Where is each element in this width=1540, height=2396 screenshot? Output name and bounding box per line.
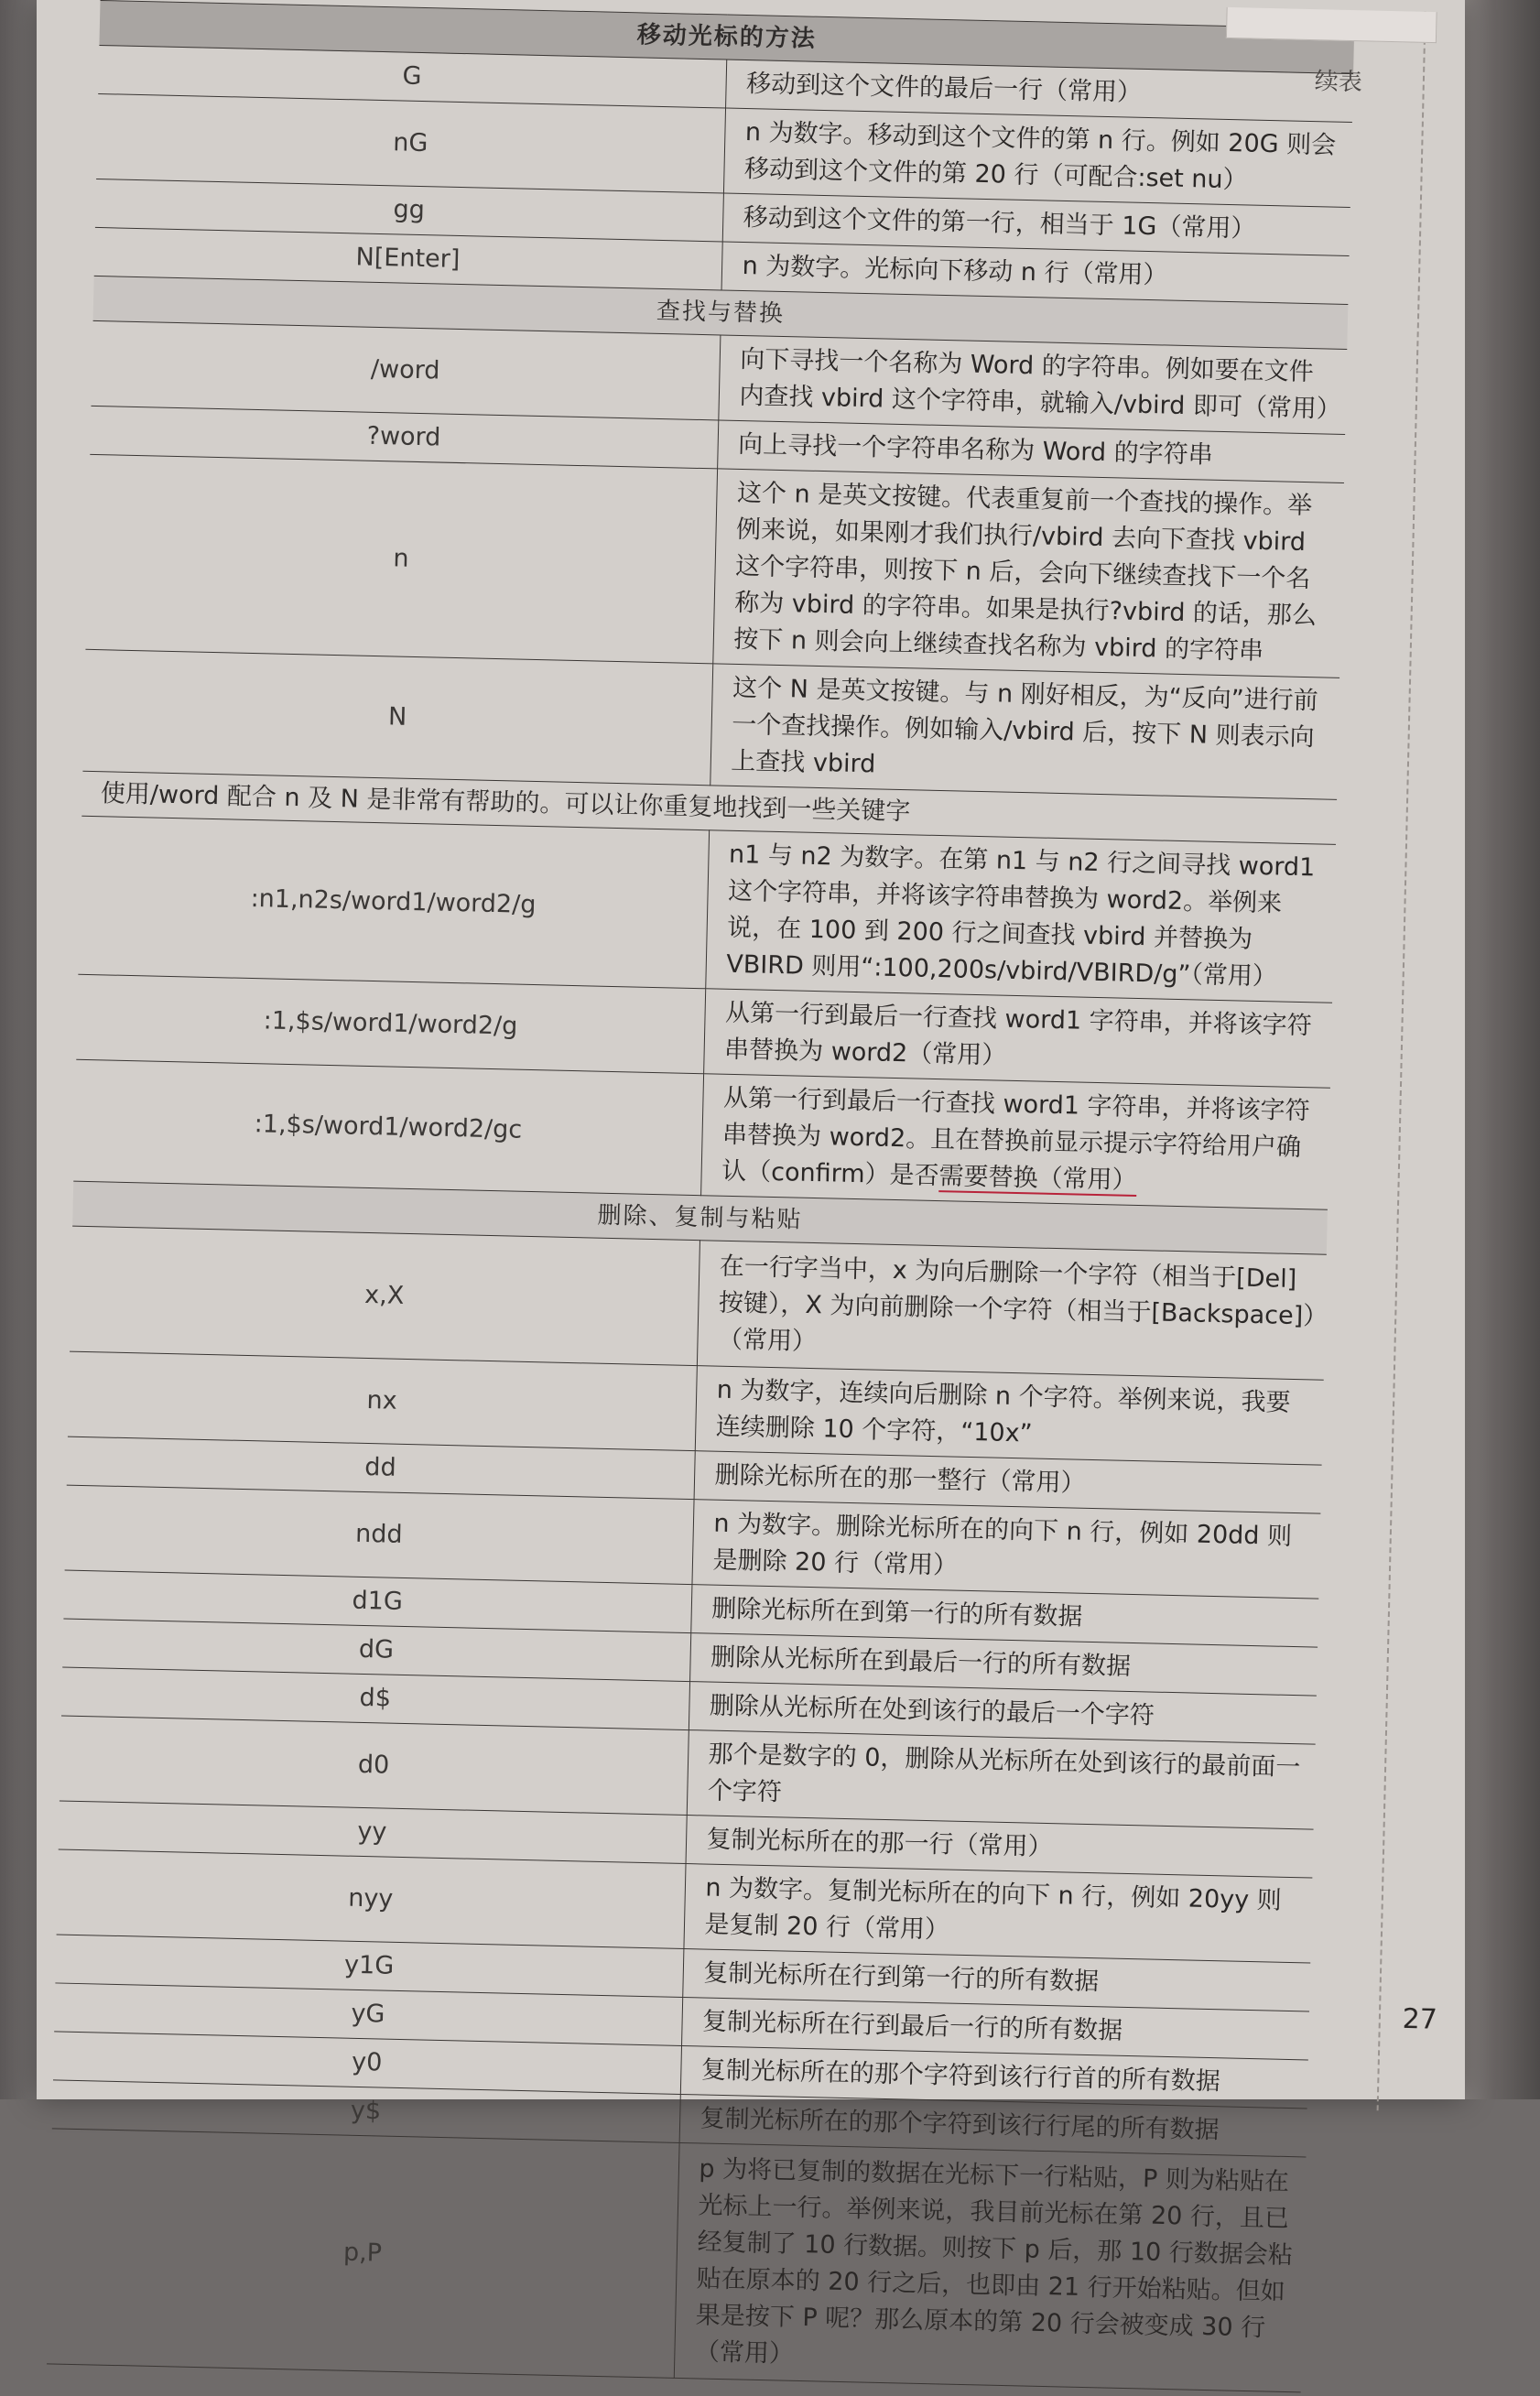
description-cell: 在一行字当中，x 为向后删除一个字符（相当于[Del]按键），X 为向前删除一个字符（相当于[Backspace]）（常用）: [697, 1241, 1327, 1381]
command-cell: yG: [54, 1983, 682, 2046]
section-title: 移动光标的方法: [99, 0, 1354, 73]
command-cell: N[Enter]: [94, 227, 722, 290]
command-cell: gg: [95, 179, 723, 242]
description-text: 从第一行到最后一行查找 word1 字符串，并将该字符串替换为 word2。且在替换前显示提示字符给用户确认（confirm）是否: [721, 1083, 1310, 1191]
command-cell: nyy: [57, 1849, 686, 1949]
description-cell: 向上寻找一个字符串名称为 Word 的字符串: [717, 420, 1345, 483]
handwritten-underline-text: 需要替换（常用）: [938, 1162, 1137, 1196]
description-cell: 复制光标所在行到最后一行的所有数据: [681, 1997, 1309, 2060]
description-cell: 复制光标所在的那个字符到该行行首的所有数据: [680, 2045, 1308, 2109]
description-cell: n 为数字。光标向下移动 n 行（常用）: [721, 242, 1350, 305]
description-cell: n 为数字。删除光标所在的向下 n 行，例如 20dd 则是删除 20 行（常用）: [691, 1500, 1320, 1599]
description-cell: p 为将已复制的数据在光标下一行粘贴，P 则为粘贴在光标上一行。举例来说，我目前光标在第 20 行，且已经复制了 10 行数据。则按下 p 后，那 10 行数据会粘贴在原本的 20 行之后，也即由 21 行开始粘贴。但如果是按下 P 呢？那么原本的第 20 行会被变成 30 行（常用）: [674, 2142, 1307, 2391]
description-cell: 这个 n 是英文按键。代表重复前一个查找的操作。举例来说，如果刚才我们执行/vbird 去向下查找 vbird 这个字符串，则按下 n 后，会向下继续查找下一个名称为 vbird 的字符串。如果是执行?vbird 的话，那么按下 n 则会向上继续查找名称为 vbird 的字符串: [712, 469, 1344, 678]
command-cell: n: [85, 454, 717, 663]
section-title: 查找与替换: [93, 276, 1349, 349]
vi-command-table: [47, 0, 1354, 2392]
description-cell: 这个 N 是英文按键。与 n 刚好相反，为“反向”进行前一个查找操作。例如输入/vbird 后，按下 N 则表示向上查找 vbird: [710, 664, 1339, 800]
description-cell: 移动到这个文件的最后一行（常用）: [725, 60, 1353, 123]
command-cell: y$: [52, 2080, 680, 2143]
description-cell: n 为数字，连续向后删除 n 个字符。举例来说，我要连续删除 10 个字符，“10x”: [695, 1366, 1324, 1466]
page-number: 27: [1402, 2002, 1438, 2036]
continued-label: 续表: [1314, 68, 1363, 97]
description-cell: 那个是数字的 0，删除从光标所在处到该行的最前面一个字符: [687, 1730, 1316, 1830]
command-cell: ?word: [90, 406, 718, 469]
margin-dashed-line: [1377, 12, 1426, 2110]
printed-sheet: [47, 0, 1438, 2394]
command-cell: dG: [62, 1619, 690, 1682]
description-cell: 删除光标所在到第一行的所有数据: [690, 1585, 1318, 1648]
command-cell: nx: [68, 1351, 697, 1451]
description-cell: 从第一行到最后一行查找 word1 字符串，并将该字符串替换为 word2（常用）: [703, 989, 1332, 1089]
section-title: 删除、复制与粘贴: [72, 1181, 1328, 1254]
command-cell: dd: [67, 1437, 695, 1500]
description-cell: n 为数字。移动到这个文件的第 n 行。例如 20G 则会移动到这个文件的第 20 行（可配合:set nu）: [723, 108, 1352, 208]
description-cell: 向下寻找一个名称为 Word 的字符串。例如要在文件内查找 vbird 这个字符串，就输入/vbird 即可（常用）: [718, 335, 1347, 435]
command-cell: N: [82, 649, 712, 786]
description-cell: 复制光标所在的那个字符到该行行尾的所有数据: [679, 2094, 1307, 2157]
description-cell: [700, 1074, 1330, 1210]
command-cell: d1G: [63, 1570, 691, 1633]
command-cell: G: [98, 45, 726, 108]
command-cell: :n1,n2s/word1/word2/g: [78, 816, 709, 988]
description-cell: n 为数字。复制光标所在的向下 n 行，例如 20yy 则是复制 20 行（常用）: [683, 1864, 1312, 1964]
description-cell: 删除从光标所在到最后一行的所有数据: [689, 1633, 1318, 1697]
command-cell: y1G: [55, 1935, 683, 1998]
command-cell: ndd: [65, 1485, 694, 1585]
command-cell: p,P: [47, 2129, 679, 2378]
section-title: 使用/word 配合 n 及 N 是非常有帮助的。可以让你重复地找到一些关键字: [81, 771, 1337, 844]
command-cell: /word: [91, 320, 720, 420]
command-cell: d$: [61, 1667, 689, 1730]
description-cell: 删除光标所在的那一整行（常用）: [694, 1451, 1322, 1514]
description-cell: 删除从光标所在处到该行的最后一个字符: [689, 1682, 1317, 1745]
command-cell: d0: [60, 1716, 689, 1816]
command-cell: nG: [96, 93, 725, 193]
command-cell: :1,$s/word1/word2/gc: [73, 1059, 703, 1196]
chapter-tab: [1226, 7, 1437, 43]
description-cell: 复制光标所在的那一行（常用）: [686, 1816, 1314, 1879]
description-cell: 复制光标所在行到第一行的所有数据: [682, 1948, 1310, 2011]
table-row: [47, 2129, 1306, 2392]
description-cell: n1 与 n2 为数字。在第 n1 与 n2 行之间寻找 word1 这个字符串，并将该字符串替换为 word2。举例来说，在 100 到 200 行之间查找 vbird 并替换为 VBIRD 则用“:100,200s/vbird/VBIRD/g”（常用）: [705, 830, 1336, 1003]
command-cell: :1,$s/word1/word2/g: [76, 974, 705, 1074]
description-cell: 移动到这个文件的第一行，相当于 1G（常用）: [722, 193, 1350, 256]
book-page: [37, 0, 1465, 2369]
table-row: [85, 454, 1343, 678]
table-row: [78, 816, 1336, 1003]
command-cell: x,X: [70, 1226, 700, 1366]
command-cell: y0: [53, 2032, 681, 2095]
command-cell: yy: [59, 1801, 687, 1864]
